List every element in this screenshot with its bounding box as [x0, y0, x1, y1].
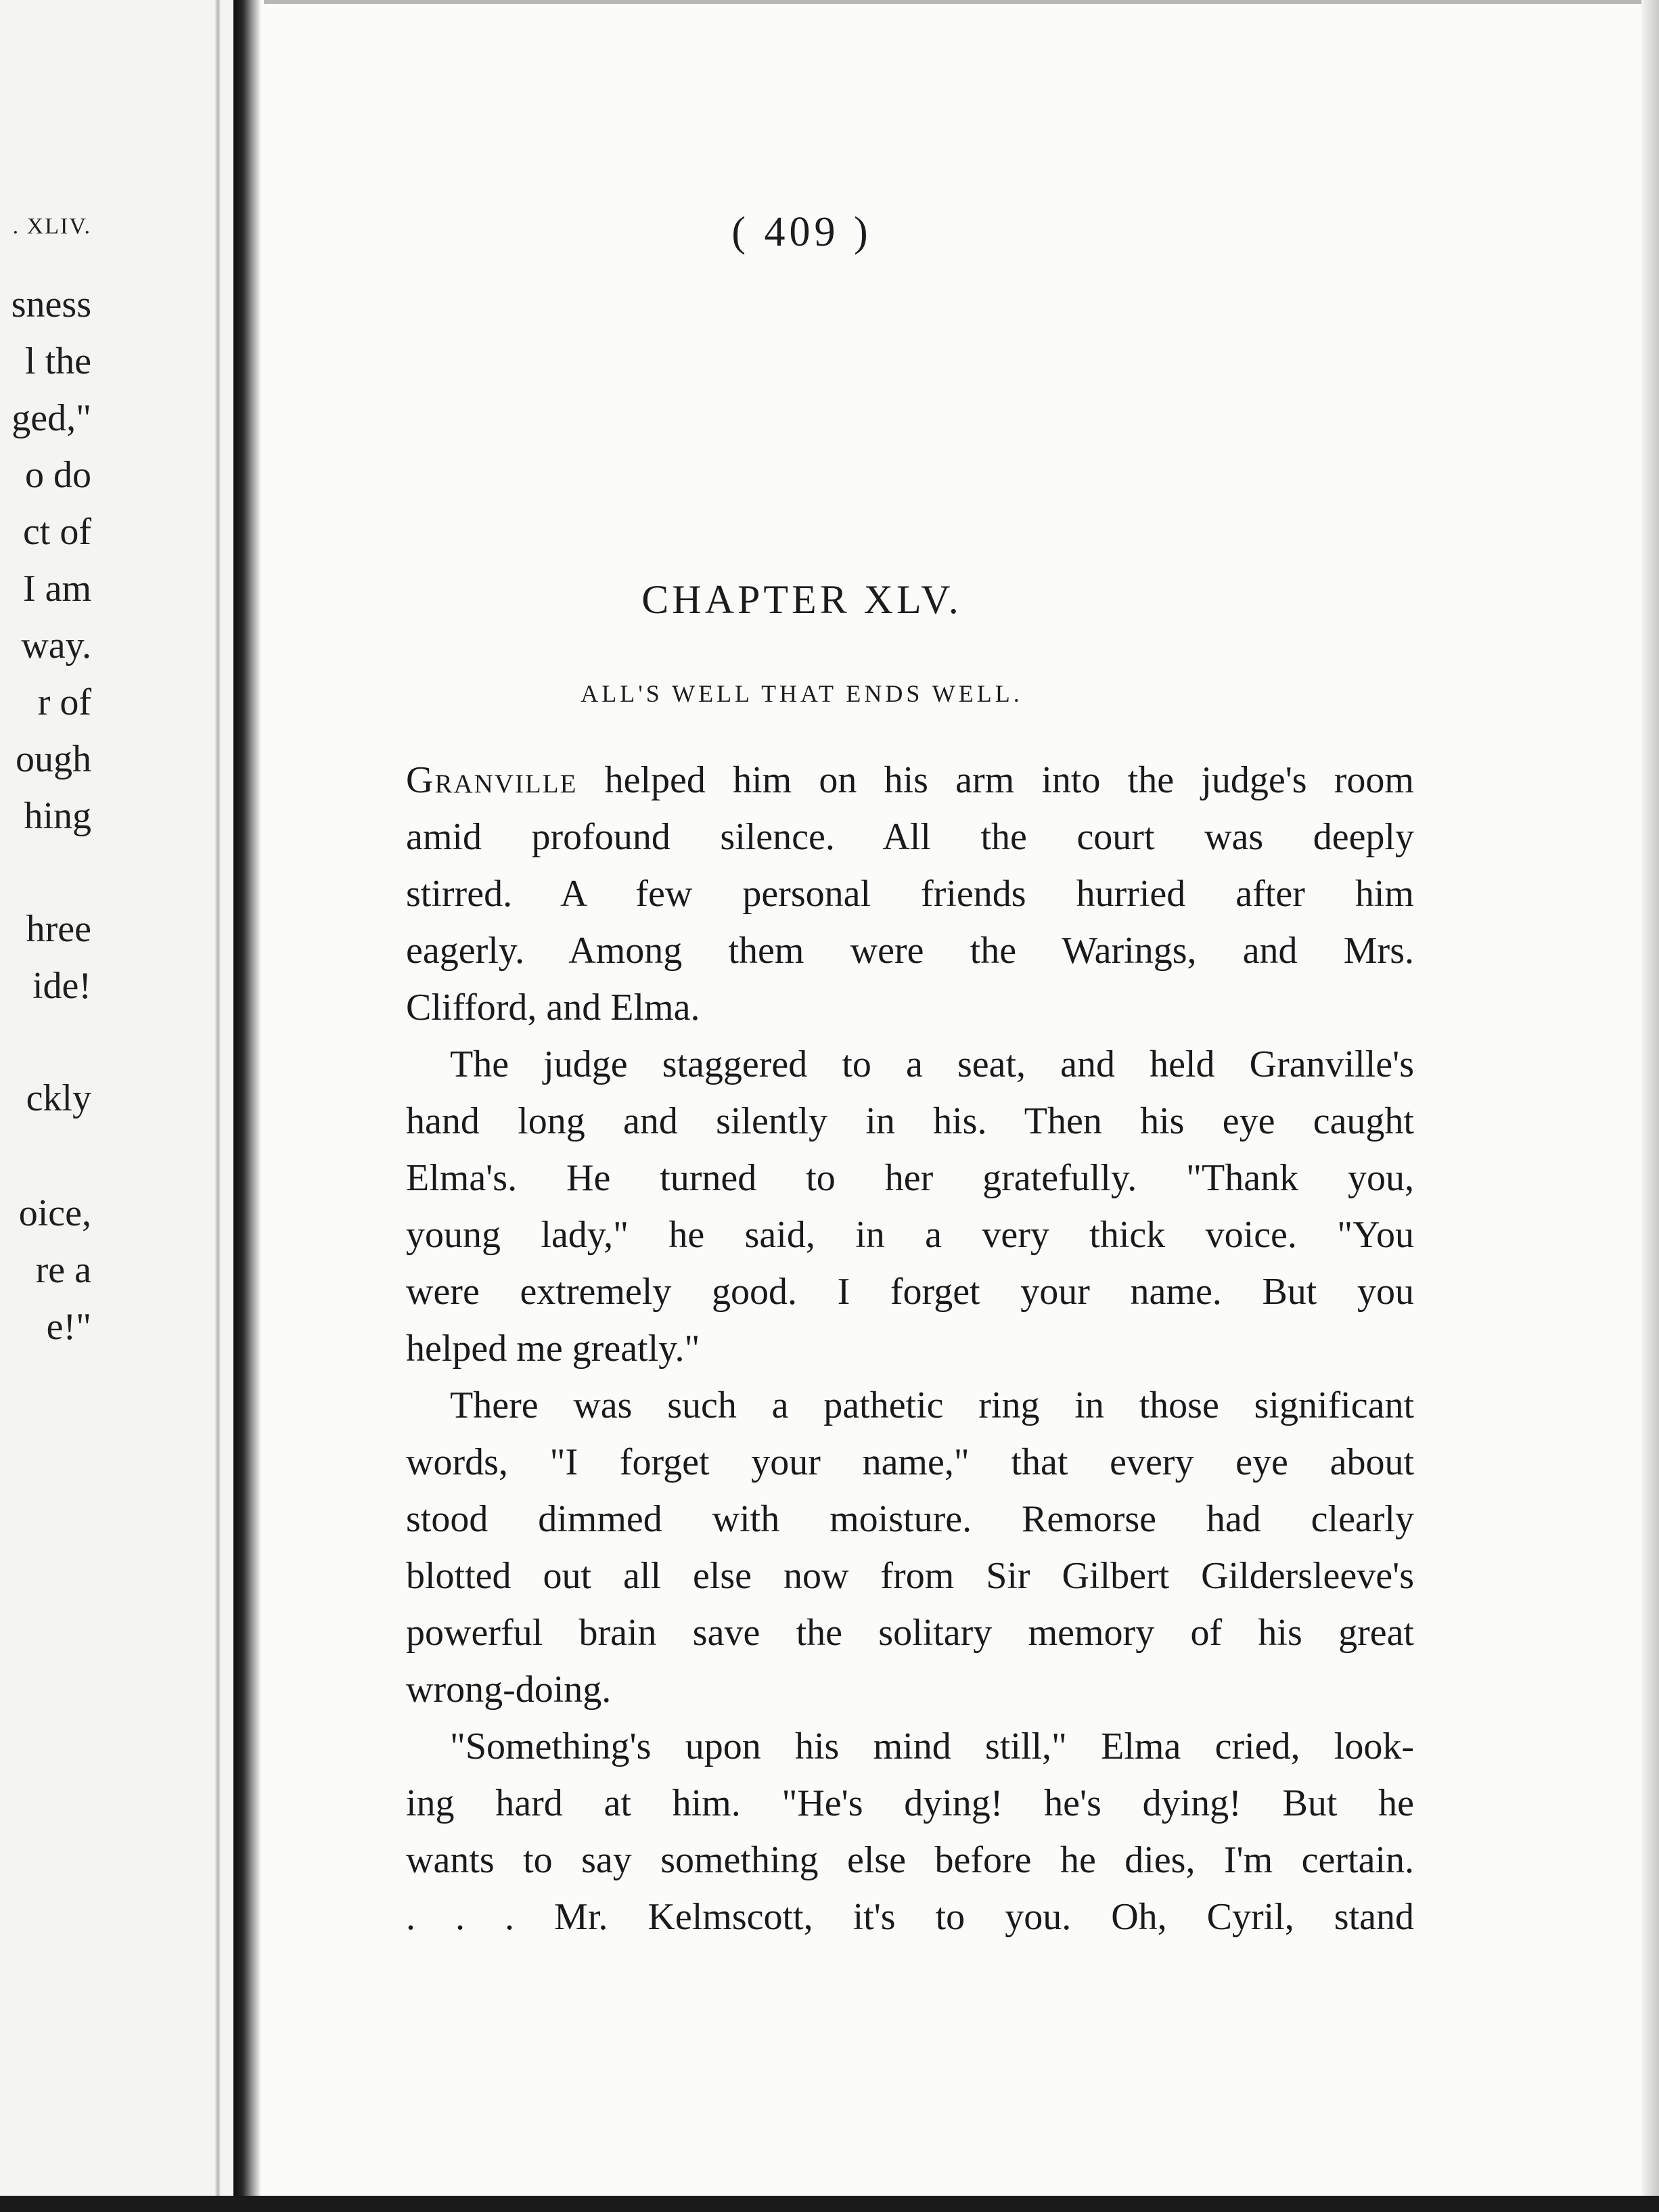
chapter-title: CHAPTER XLV. [641, 577, 962, 622]
facing-page-line: re a [35, 1249, 91, 1291]
binding-gutter [233, 0, 260, 2212]
facing-page-line: r of [37, 681, 91, 723]
drop-word: Granville [406, 759, 578, 801]
body-text-line: "Something's upon his mind still," Elma cried, look- [450, 1725, 1414, 1767]
body-text-line: hand long and silently in his. Then his eye caught [406, 1100, 1414, 1142]
facing-page-line: l the [25, 340, 91, 382]
body-text-line: There was such a pathetic ring in those significant [450, 1384, 1414, 1426]
body-text-line: wrong-doing. [406, 1669, 612, 1711]
facing-page-line: e!" [46, 1306, 91, 1348]
facing-page-line: hing [24, 795, 91, 837]
page-right-edge [1641, 0, 1659, 2212]
page-number: ( 409 ) [731, 209, 872, 255]
body-text-line: blotted out all else now from Sir Gilbert Gildersleeve's [406, 1555, 1414, 1597]
chapter-subtitle: ALL'S WELL THAT ENDS WELL. [581, 680, 1023, 707]
facing-page-line: o do [25, 454, 91, 496]
body-text-line: were extremely good. I forget your name. But you [406, 1271, 1414, 1313]
body-text-line: eagerly. Among them were the Warings, and Mrs. [406, 930, 1414, 972]
body-text-line: words, "I forget your name," that every eye about [406, 1441, 1414, 1483]
facing-page-line: ide! [32, 965, 91, 1007]
page-edge-shadow [215, 0, 221, 2212]
body-text-line: stood dimmed with moisture. Remorse had clearly [406, 1498, 1414, 1540]
facing-page-running-head: . XLIV. [12, 214, 91, 239]
facing-page-fragment [0, 0, 233, 2212]
facing-page-line: oice, [18, 1192, 91, 1234]
facing-page-line: hree [26, 908, 91, 950]
body-text-line: Elma's. He turned to her gratefully. "Thank you, [406, 1157, 1414, 1199]
body-text-line: powerful brain save the solitary memory of his great [406, 1612, 1414, 1654]
facing-page-line: I am [22, 568, 91, 610]
body-text-line: amid profound silence. All the court was deeply [406, 816, 1414, 858]
body-text-line: The judge staggered to a seat, and held Granville's [450, 1043, 1414, 1085]
facing-page-line: way. [21, 625, 91, 667]
body-text-line: Granville helped him on his arm into the judge's room [406, 759, 1414, 801]
facing-page-line: ged," [12, 397, 91, 439]
body-text-line: stirred. A few personal friends hurried after him [406, 873, 1414, 915]
facing-page-line: ough [16, 738, 91, 780]
body-text-line: . . . Mr. Kelmscott, it's to you. Oh, Cyril, stand [406, 1896, 1414, 1938]
body-text-line: helped me greatly." [406, 1328, 700, 1370]
facing-page-line: ckly [26, 1077, 91, 1119]
body-text-line: Clifford, and Elma. [406, 987, 700, 1029]
facing-page-line: ct of [22, 511, 91, 553]
body-text-line: wants to say something else before he dies, I'm certain. [406, 1839, 1414, 1881]
scan-bottom-border [0, 2196, 1659, 2212]
page-top-edge [264, 0, 1659, 4]
body-text-line: ing hard at him. "He's dying! he's dying! But he [406, 1782, 1414, 1824]
body-text-line: young lady," he said, in a very thick voice. "You [406, 1214, 1414, 1256]
facing-page-line: sness [11, 284, 91, 325]
